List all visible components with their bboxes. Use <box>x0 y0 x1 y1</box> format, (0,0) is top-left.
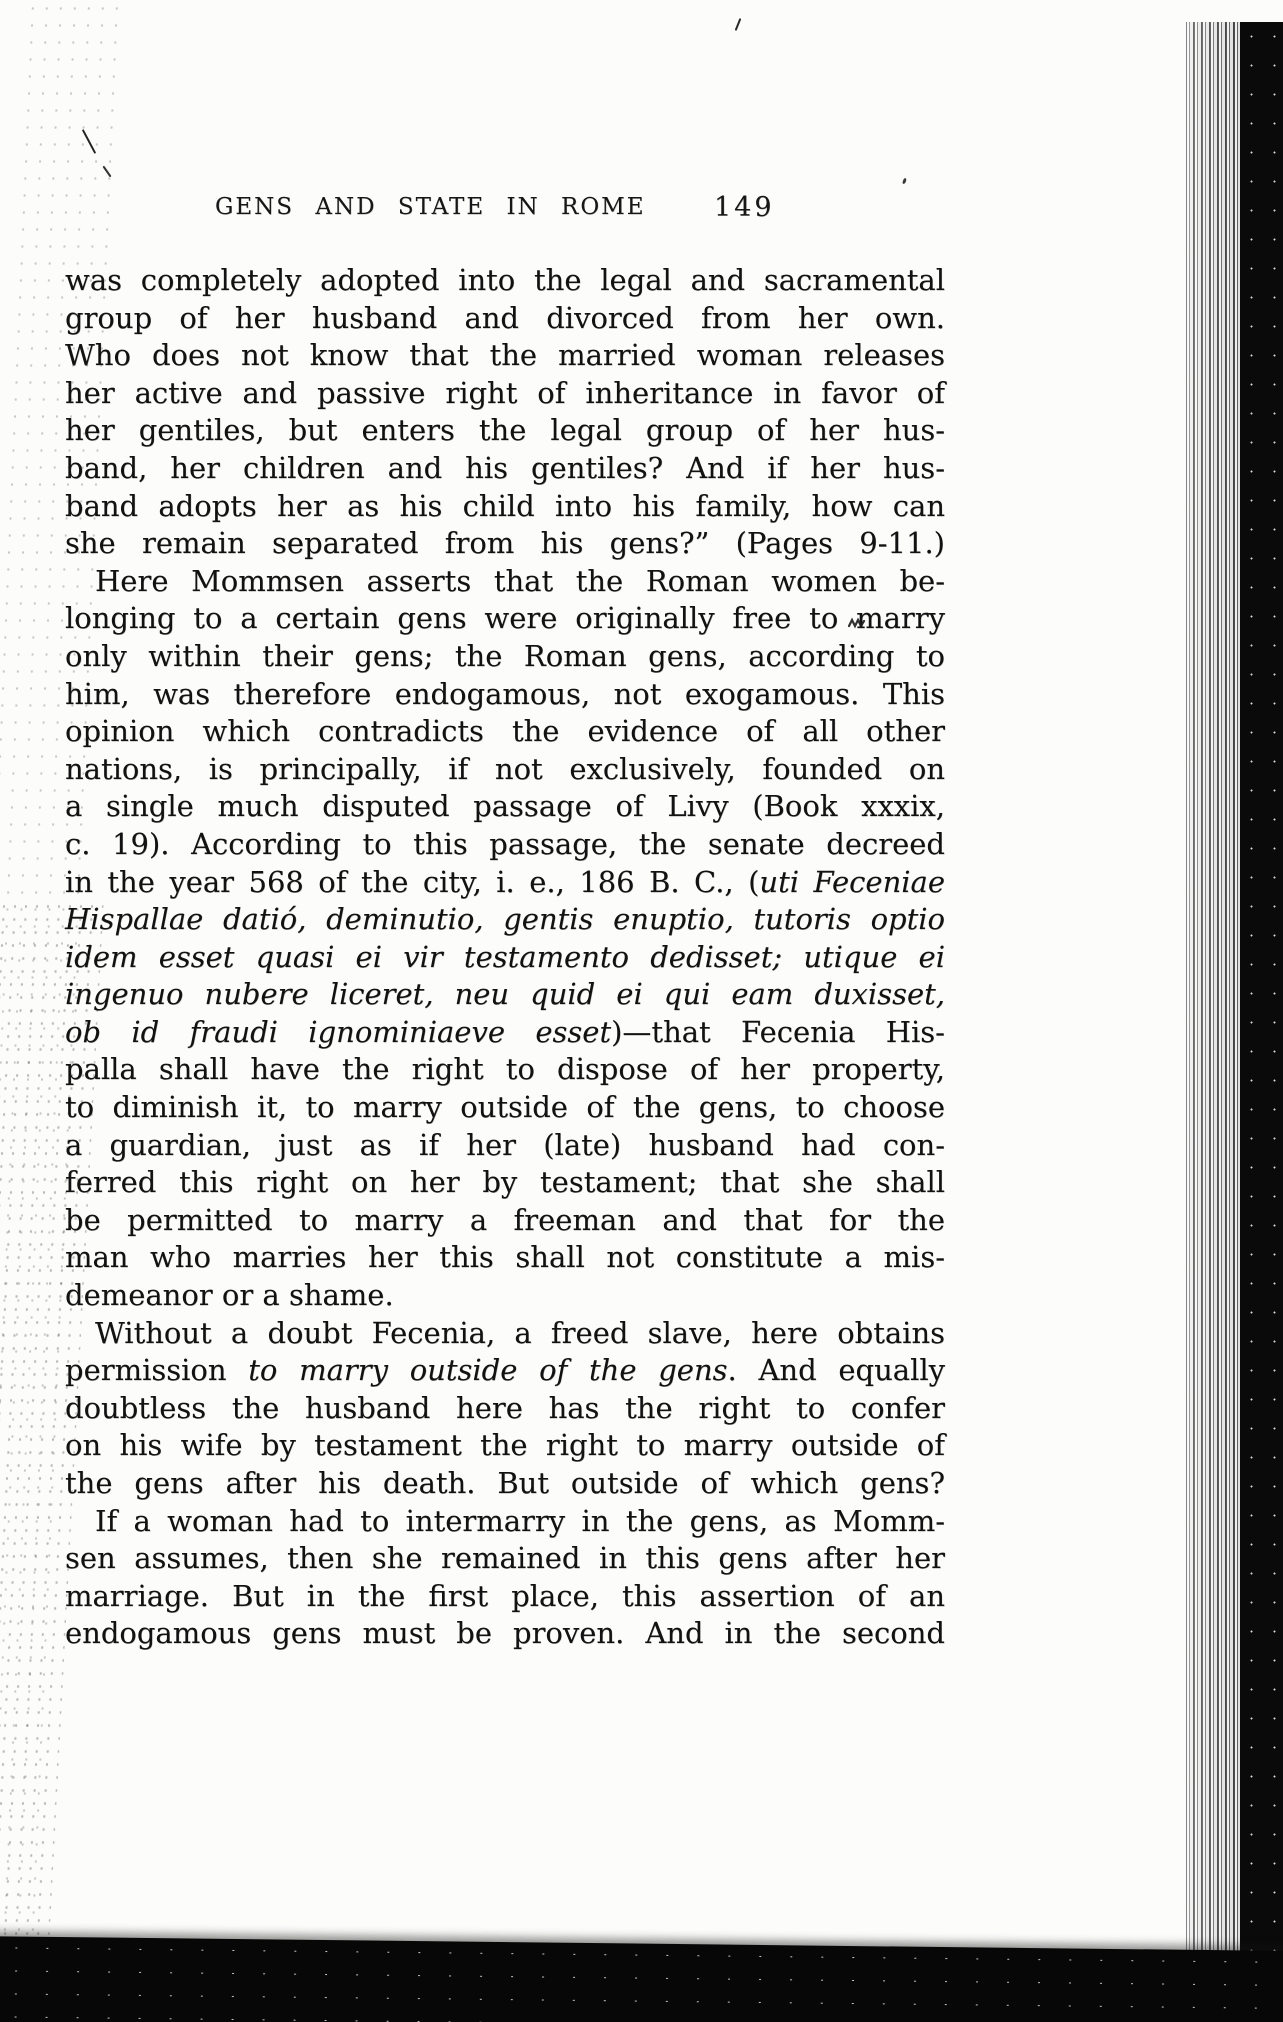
text-line <box>65 300 945 338</box>
text-line <box>65 1014 945 1052</box>
text-line <box>65 1239 945 1277</box>
text-segment: demeanor or a shame. <box>65 1278 394 1313</box>
text-segment: opinion which contradicts the evidence of all other <box>65 714 945 749</box>
text-segment: )—that Fecenia His- <box>611 1014 945 1049</box>
text-line <box>65 1164 945 1202</box>
text-segment-italic: uti Feceniae <box>759 864 945 899</box>
running-title: GENS AND STATE IN ROME <box>215 194 646 220</box>
text-segment: ferred this right on her by testament; that she shall <box>65 1165 945 1200</box>
text-segment-italic: idem esset quasi ei vir testamento dedisset; utique ei <box>65 939 945 974</box>
text-line <box>65 1089 945 1127</box>
text-line <box>65 1615 945 1653</box>
text-line <box>65 488 945 526</box>
text-line <box>65 1427 945 1465</box>
text-line <box>65 262 945 300</box>
text-line <box>65 676 945 714</box>
text-line <box>65 1465 945 1503</box>
text-line <box>65 1390 945 1428</box>
text-column <box>65 262 945 1653</box>
text-segment: permission <box>65 1353 249 1388</box>
text-line <box>65 563 945 601</box>
text-segment: nations, is principally, if not exclusively, founded on <box>65 751 945 786</box>
scan-edge-bottom <box>0 1936 1283 2022</box>
ink-smudge <box>848 614 866 633</box>
page-number: 149 <box>714 192 775 223</box>
text-line <box>65 337 945 375</box>
text-segment: sen assumes, then she remained in this gens after her <box>65 1541 945 1576</box>
text-segment: only within their gens; the Roman gens, according to <box>65 638 945 673</box>
text-line <box>65 1352 945 1390</box>
text-segment: palla shall have the right to dispose of her property, <box>65 1052 945 1087</box>
text-line <box>65 412 945 450</box>
text-segment: Here Mommsen asserts that the Roman women be- <box>95 563 945 598</box>
text-line <box>65 751 945 789</box>
text-line <box>65 788 945 826</box>
text-segment: to diminish it, to marry outside of the gens, to choose <box>65 1090 945 1125</box>
text-line <box>65 525 945 563</box>
text-segment: she remain separated from his gens?” (Pages 9-11.) <box>65 526 945 561</box>
text-line <box>65 1277 945 1315</box>
text-segment: him, was therefore endogamous, not exogamous. This <box>65 676 945 711</box>
text-segment: on his wife by testament the right to marry outside of <box>65 1428 945 1463</box>
text-line <box>65 1578 945 1616</box>
text-segment: band, her children and his gentiles? And if her hus- <box>65 450 945 485</box>
text-line <box>65 1503 945 1541</box>
text-line <box>65 600 945 638</box>
text-segment: group of her husband and divorced from her own. <box>65 300 945 335</box>
text-line <box>65 1202 945 1240</box>
text-segment-italic: to marry outside of the gens <box>248 1353 728 1388</box>
book-gutter-streaks <box>1186 22 1242 2022</box>
text-segment: her gentiles, but enters the legal group of her hus- <box>65 413 945 448</box>
text-line <box>65 1315 945 1353</box>
text-line <box>65 864 945 902</box>
text-segment-italic: ob id fraudi ignominiaeve esset <box>65 1014 612 1049</box>
pen-stroke-artifact <box>735 18 742 31</box>
text-segment: doubtless the husband here has the right to confer <box>65 1390 945 1425</box>
text-segment: endogamous gens must be proven. And in the second <box>65 1616 945 1651</box>
text-line <box>65 713 945 751</box>
text-line <box>65 1051 945 1089</box>
text-segment: man who marries her this shall not constitute a mis- <box>65 1240 945 1275</box>
ink-speck <box>902 178 907 185</box>
text-segment: longing to a certain gens were originally free to marry <box>65 601 945 636</box>
text-line <box>65 450 945 488</box>
text-segment: If a woman had to intermarry in the gens, as Momm- <box>95 1503 945 1538</box>
text-segment: Who does not know that the married woman releases <box>65 338 945 373</box>
text-segment: band adopts her as his child into his family, how can <box>65 488 945 523</box>
text-line <box>65 976 945 1014</box>
text-segment-italic: Hispallae datió, deminutio, gentis enuptio, tutoris optio <box>65 902 945 937</box>
text-segment: marriage. But in the first place, this assertion of an <box>65 1578 945 1613</box>
book-gutter-shadow <box>1240 22 1283 2022</box>
text-segment: a single much disputed passage of Livy (Book xxxix, <box>65 789 945 824</box>
text-line <box>65 638 945 676</box>
text-segment: c. 19). According to this passage, the senate decreed <box>65 826 945 861</box>
text-segment: in the year 568 of the city, i. e., 186 B. C., ( <box>65 864 760 899</box>
text-line <box>65 375 945 413</box>
text-line <box>65 939 945 977</box>
text-segment: . And equally <box>727 1353 945 1388</box>
text-segment: a guardian, just as if her (late) husband had con- <box>65 1127 945 1162</box>
text-segment: be permitted to marry a freeman and that for the <box>65 1202 945 1237</box>
text-line <box>65 1540 945 1578</box>
text-line <box>65 826 945 864</box>
text-line <box>65 901 945 939</box>
text-segment-italic: ingenuo nubere liceret, neu quid ei qui eam duxisset, <box>65 977 945 1012</box>
text-line <box>65 1127 945 1165</box>
text-segment: the gens after his death. But outside of which gens? <box>65 1466 945 1500</box>
text-segment: Without a doubt Fecenia, a freed slave, here obtains <box>95 1315 945 1350</box>
text-segment: her active and passive right of inheritance in favor of <box>65 375 945 410</box>
text-segment: was completely adopted into the legal and sacramental <box>65 263 945 297</box>
